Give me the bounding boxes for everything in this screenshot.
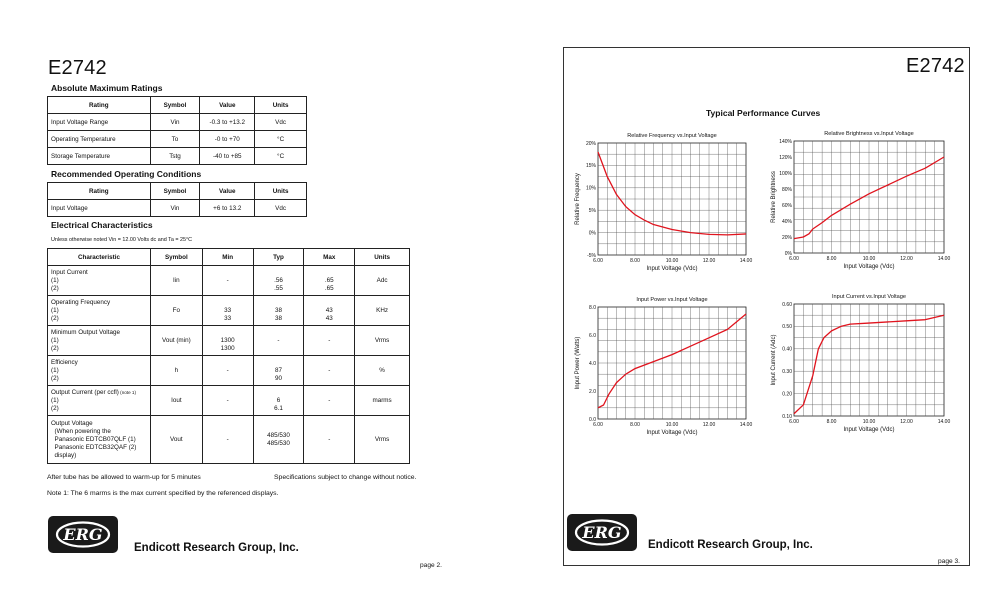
cell-line: 1300 [220,344,235,352]
table-row [48,326,410,356]
table-row [48,356,410,386]
cell-line: - [277,336,280,344]
cell-line: Input Current [51,268,88,276]
column-header: Max [304,249,355,266]
part-number-left: E2742 [48,57,107,79]
table-cell: -0 to +70 [200,131,255,148]
cell-line: (When powering the [51,427,111,435]
cell-line: - [226,435,229,443]
y-tick-label: -5% [587,252,596,259]
page-number-right: page 3. [938,558,960,565]
table-cell [202,296,253,326]
table-cell: Vin [150,114,200,131]
column-header: Units [255,97,307,114]
table-cell: -0.3 to +13.2 [200,114,255,131]
table-cell [202,266,253,296]
table-row [48,416,410,464]
table-cell: To [150,131,200,148]
cell-line: .56 [274,276,283,284]
table-cell [48,296,151,326]
table-cell: Iout [150,386,202,416]
page-number-left: page 2. [420,562,442,569]
erg-logo-text: ERG [63,525,103,544]
x-tick-label: 10.00 [862,256,876,262]
chart-title: Input Power vs.Input Voltage [636,297,708,303]
table-cell [253,326,304,356]
cell-note: (note 1) [118,389,136,395]
table-cell [48,386,151,416]
chart-title: Relative Frequency vs.Input Voltage [627,133,717,139]
cell-line: 33 [224,306,232,314]
y-axis-label: Relative Frequency [575,173,581,225]
y-tick-label: 10% [585,185,596,192]
x-tick-label: 8.00 [826,256,837,262]
y-tick-label: 0.10 [782,413,792,420]
x-tick-label: 12.00 [900,419,913,425]
table-cell [304,416,355,464]
table-cell: h [150,356,202,386]
cell-line: 485/530 [267,431,290,439]
table-cell: Tstg [150,148,200,165]
spec-change-note: Specifications subject to change without notice. [274,474,417,481]
table-row [48,296,410,326]
cell-line: 6.1 [274,404,283,412]
cell-line: - [226,396,229,404]
cell-line: Efficiency [51,358,78,366]
table-cell: Adc [355,266,410,296]
x-tick-label: 8.00 [826,419,837,425]
table-cell [48,326,151,356]
table-cell [202,326,253,356]
y-axis-label: Input Power (Watts) [575,336,581,390]
table-header-row [48,97,307,114]
table-cell: KHz [355,296,410,326]
table-cell: Input Voltage Range [48,114,151,131]
table-cell: Vout (min) [150,326,202,356]
y-tick-label: 120% [779,154,792,161]
table-cell [202,416,253,464]
cell-line: (1) [51,366,59,374]
x-tick-label: 14.00 [937,419,951,425]
table-row [48,131,307,148]
cell-line: 38 [274,306,282,314]
table-cell [253,356,304,386]
absolute-max-table [47,96,307,165]
column-header: Units [355,249,410,266]
table-cell: +6 to 13.2 [200,200,255,217]
table-cell: Vdc [255,114,307,131]
cell-line: Minimum Output Voltage [51,328,120,336]
cell-line: 1300 [220,336,235,344]
table-cell [48,266,151,296]
electrical-note: Unless otherwise noted Vin = 12.00 Volts dc and Ta = 25°C [51,237,193,243]
cell-line: (1) [51,306,59,314]
cell-line: 38 [274,314,282,322]
x-tick-label: 6.00 [593,422,603,428]
y-tick-label: 100% [779,170,792,177]
x-tick-label: 8.00 [630,258,640,264]
table-header-row [48,249,410,266]
table-cell [304,326,355,356]
x-tick-label: 14.00 [739,258,753,264]
table-cell [202,386,253,416]
chart-relative-frequency [566,128,756,278]
x-tick-label: 12.00 [900,256,913,262]
cell-line: (2) [51,284,59,292]
y-tick-label: 40% [781,218,792,225]
cell-line: .55 [274,284,283,292]
table-cell: -40 to +85 [200,148,255,165]
y-tick-label: 0.60 [782,301,792,308]
x-tick-label: 8.00 [630,422,640,428]
table-row [48,114,307,131]
x-axis-label: Input Voltage (Vdc) [843,264,895,270]
y-tick-label: 80% [781,186,792,193]
table-header-row [48,183,307,200]
chart-relative-brightness [762,126,954,276]
cell-line: - [226,366,229,374]
y-tick-label: 15% [585,163,596,170]
absolute-max-title: Absolute Maximum Ratings [51,83,163,93]
cell-line: 33 [224,314,232,322]
recommended-title: Recommended Operating Conditions [51,169,202,179]
y-tick-label: 0.0 [589,416,596,423]
y-tick-label: 60% [781,202,792,209]
y-tick-label: 2.0 [589,388,596,395]
table-row [48,200,307,217]
cell-line: 43 [325,306,333,314]
cell-line: - [226,276,229,284]
cell-line: 90 [274,374,282,382]
column-header: Rating [48,97,151,114]
erg-logo-left [48,516,118,553]
table-cell: Input Voltage [48,200,151,217]
table-cell: Vout [150,416,202,464]
y-tick-label: 0.40 [782,346,792,353]
y-tick-label: 0% [588,230,596,237]
table-cell: Vin [150,200,200,217]
cell-line: - [328,396,331,404]
table-cell: marms [355,386,410,416]
cell-line: (1) [51,276,59,284]
x-tick-label: 12.00 [702,422,716,428]
electrical-title: Electrical Characteristics [51,220,153,230]
cell-line: 6 [276,396,281,404]
cell-line: display) [51,451,77,459]
column-header: Typ [253,249,304,266]
table-cell: °C [255,131,307,148]
table-cell: °C [255,148,307,165]
company-name-right: Endicott Research Group, Inc. [648,539,813,551]
table-cell: Storage Temperature [48,148,151,165]
x-tick-label: 14.00 [739,422,753,428]
cell-line: 43 [325,314,333,322]
cell-line: - [328,435,331,443]
table-cell [304,386,355,416]
x-axis-label: Input Voltage (Vdc) [646,430,698,436]
cell-line: (1) [51,396,59,404]
column-header: Units [255,183,307,200]
column-header: Min [202,249,253,266]
y-tick-label: 0% [784,250,792,257]
chart-title: Relative Brightness vs.Input Voltage [824,131,914,137]
x-tick-label: 10.00 [665,258,679,264]
x-tick-label: 10.00 [862,419,876,425]
cell-line: - [328,336,331,344]
table-cell: Vrms [355,416,410,464]
y-tick-label: 20% [781,234,792,241]
y-tick-label: 20% [585,140,596,147]
table-cell [48,416,151,464]
table-row [48,386,410,416]
chart-input-power [566,292,756,442]
x-tick-label: 6.00 [593,258,603,264]
cell-line: .65 [324,284,334,292]
cell-line: Panasonic EDTCB07QLF (1) [51,435,136,443]
x-axis-label: Input Voltage (Vdc) [646,266,698,272]
y-tick-label: 8.0 [589,304,596,311]
column-header: Value [200,97,255,114]
table-cell [253,266,304,296]
y-tick-label: 4.0 [589,360,596,367]
table-cell: % [355,356,410,386]
y-axis-label: Relative Brightness [771,171,777,223]
electrical-table [47,248,410,464]
column-header: Value [200,183,255,200]
table-row [48,266,410,296]
table-cell: Vrms [355,326,410,356]
cell-line: Output Voltage [51,419,93,427]
y-tick-label: 140% [779,138,792,145]
erg-logo-right [567,514,637,551]
cell-line: - [328,366,331,374]
cell-line: (2) [51,404,59,412]
table-cell [253,386,304,416]
chart-input-current [762,289,954,439]
column-header: Symbol [150,97,200,114]
column-header: Rating [48,183,151,200]
table-cell [304,296,355,326]
cell-line: (2) [51,374,59,382]
table-cell: Iin [150,266,202,296]
y-tick-label: 0.20 [782,391,792,398]
table-row [48,148,307,165]
erg-logo-text: ERG [582,523,622,542]
x-tick-label: 6.00 [789,256,799,262]
table-cell: Operating Temperature [48,131,151,148]
table-cell [202,356,253,386]
cell-line: Panasonic EDTCB32QAF (2) [51,443,137,451]
company-name-left: Endicott Research Group, Inc. [134,542,299,554]
y-tick-label: 0.30 [782,369,792,375]
cell-line: Output Current (per ccfl) (note 1) [51,388,136,396]
cell-line: Operating Frequency [51,298,111,306]
part-number-right: E2742 [906,55,965,77]
x-tick-label: 12.00 [702,258,716,264]
note-1: Note 1: The 6 marms is the max current specified by the referenced displays. [47,490,279,497]
cell-line: 485/530 [267,439,290,447]
y-tick-label: 0.50 [782,324,792,331]
cell-line: 87 [274,366,282,374]
x-tick-label: 6.00 [789,419,799,425]
x-tick-label: 10.00 [665,422,679,428]
curves-title: Typical Performance Curves [706,108,821,118]
cell-line: .65 [324,276,334,284]
table-cell [304,266,355,296]
cell-line: (2) [51,344,59,352]
y-tick-label: 6.0 [589,332,596,339]
column-header: Symbol [150,249,202,266]
table-cell: Vdc [255,200,307,217]
y-axis-label: Input Current (Adc) [771,334,777,386]
table-cell [253,416,304,464]
y-tick-label: 5% [588,208,596,214]
x-tick-label: 14.00 [937,256,951,262]
table-cell: Fo [150,296,202,326]
table-cell [48,356,151,386]
column-header: Characteristic [48,249,151,266]
cell-line: (2) [51,314,59,322]
warmup-note: After tube has be allowed to warm-up for 5 minutes [47,474,201,481]
column-header: Symbol [150,183,200,200]
chart-title: Input Current vs.Input Voltage [831,294,907,300]
table-cell [304,356,355,386]
table-cell [253,296,304,326]
cell-line: (1) [51,336,59,344]
recommended-table [47,182,307,217]
x-axis-label: Input Voltage (Vdc) [843,427,895,433]
